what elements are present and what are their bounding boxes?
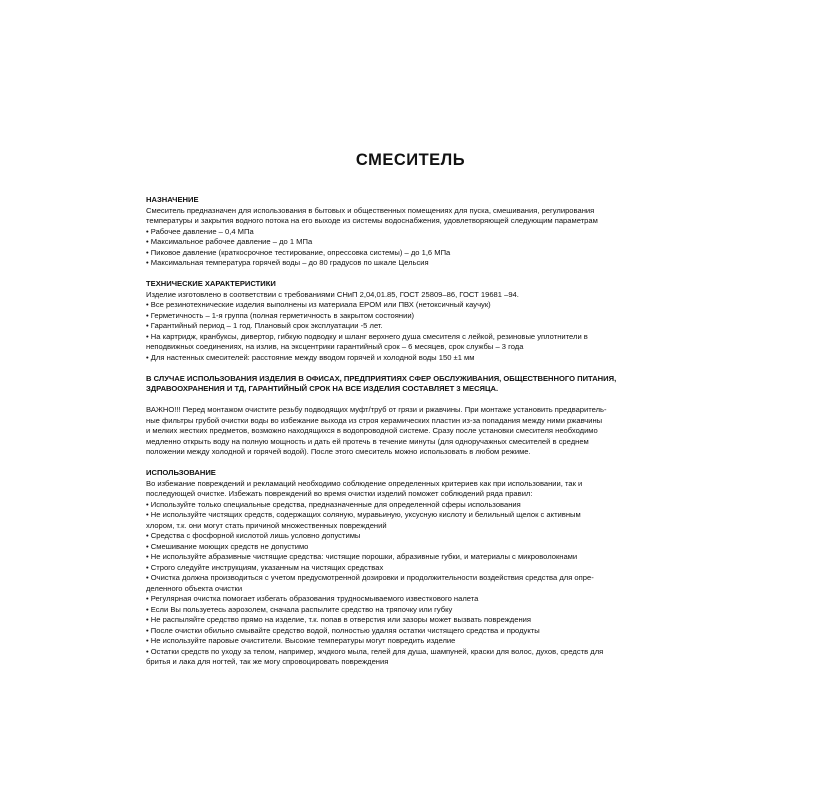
text-line: хлором, т.к. они могут стать причиной множественных повреждений xyxy=(146,520,387,530)
bullet-item: • Строго следуйте инструкциям, указанным на чистящих средствах xyxy=(146,562,384,572)
text-line: неподвижных соединениях, на излив, на эксцентрики гарантийный срок – 6 месяцев, срок службы – 3 года xyxy=(146,342,524,351)
text-line: температуры и закрытия водного потока на его выходе из системы водоснабжения, удовлетворяющей следующим параметрам xyxy=(146,216,598,225)
notice-line: В СЛУЧАЕ ИСПОЛЬЗОВАНИЯ ИЗДЕЛИЯ В ОФИСАХ, ПРЕДПРИЯТИЯХ СФЕР ОБСЛУЖИВАНИЯ, ОБЩЕСТВЕННОГО ПИТАНИЯ, xyxy=(146,373,617,383)
bullet-item: • На картридж, кранбуксы, дивертор, гибкую подводку и шланг верхнего душа смесителя с лейкой, резиновые уплотнители в xyxy=(146,331,588,341)
bullet-item: • Не используйте чистящих средств, содержащих соляную, муравьиную, уксусную кислоту и белильный щелок с активным xyxy=(146,510,581,519)
usage-section xyxy=(146,468,691,668)
document-body xyxy=(146,195,691,678)
bullet-item: • Рабочее давление – 0,4 МПа xyxy=(146,226,254,236)
bullet-item: • Для настенных смесителей: расстояние между вводом горячей и холодной воды 150 ±1 мм xyxy=(146,352,475,362)
text-line: Во избежание повреждений и рекламаций необходимо соблюдение определенных критериев как при использовании, так и xyxy=(146,478,583,488)
bullet-item: • После очистки обильно смывайте средство водой, полностью удаляя остатки чистящего средства и продукты xyxy=(146,625,540,635)
purpose-section xyxy=(146,195,691,269)
text-line: медленно открыть воду на полную мощность и дать ей протечь в течение минуты (для одноручажных смесителей в среднем xyxy=(146,436,589,446)
warranty-notice xyxy=(146,374,691,395)
text-line: положении между холодной и горячей водой). После этого смеситель можно использовать в любом режиме. xyxy=(146,447,531,456)
text-line: бритья и лака для ногтей, так же могу спровоцировать повреждения xyxy=(146,657,389,666)
bullet-item: • Средства с фосфорной кислотой лишь условно допустимы xyxy=(146,531,361,540)
bullet-item: • Очистка должна производиться с учетом предусмотренной дозировки и продолжительности воздействия средства для опре- xyxy=(146,573,594,582)
bullet-item: • Не распыляйте средство прямо на изделие, т.к. попав в отверстия или зазоры может вызвать повреждения xyxy=(146,615,531,624)
section-heading: ТЕХНИЧЕСКИЕ ХАРАКТЕРИСТИКИ xyxy=(146,279,276,288)
bullet-item: • Если Вы пользуетесь аэрозолем, сначала распылите средство на тряпочку или губку xyxy=(146,604,453,614)
bullet-item: • Максимальная температура горячей воды – до 80 градусов по шкале Цельсия xyxy=(146,258,429,267)
notice-line: ЗДРАВООХРАНЕНИЯ И ТД, ГАРАНТИЙНЫЙ СРОК НА ВСЕ ИЗДЕЛИЯ СОСТАВЛЯЕТ 3 МЕСЯЦА. xyxy=(146,384,499,393)
bullet-item: • Гарантийный период – 1 год. Плановый срок эксплуатации -5 лет. xyxy=(146,321,383,330)
text-line: деленного объекта очистки xyxy=(146,583,243,593)
bullet-item: • Регулярная очистка помогает избегать образования трудносмываемого известкового налета xyxy=(146,594,479,603)
specs-section xyxy=(146,279,691,363)
bullet-item: • Герметичность – 1-я группа (полная герметичность в закрытом состоянии) xyxy=(146,310,415,320)
text-line: и мелких жестких предметов, возможно находящихся в водопроводной системе. Сразу после установки смесителя необходимо xyxy=(146,426,598,435)
text-line: Смеситель предназначен для использования в бытовых и общественных помещениях для пуска, смешивания, регулирования xyxy=(146,205,595,215)
bullet-item: • Смешивание моющих средств не допустимо xyxy=(146,541,309,551)
bullet-item: • Не используйте паровые очистители. Высокие температуры могут повредить изделие xyxy=(146,636,456,645)
bullet-item: • Не используйте абразивные чистящие средства: чистящие порошки, абразивные губки, и материалы с микроволокнами xyxy=(146,552,578,561)
text-line: Изделие изготовлено в соответствии с требованиями СНиП 2,04,01.85, ГОСТ 25809–86, ГОСТ 19681 –94. xyxy=(146,289,519,299)
bullet-item: • Используйте только специальные средства, предназначенные для определенной сферы использования xyxy=(146,499,521,509)
text-line: ВАЖНО!!! Перед монтажом очистите резьбу подводящих муфт/труб от грязи и ржавчины. При монтаже установить предваритель- xyxy=(146,405,607,414)
section-heading: НАЗНАЧЕНИЕ xyxy=(146,195,199,204)
bullet-item: • Пиковое давление (краткосрочное тестирование, опрессовка системы) – до 1,6 МПа xyxy=(146,247,451,257)
document-title: СМЕСИТЕЛЬ xyxy=(355,151,466,169)
important-section xyxy=(146,405,691,458)
text-line: ные фильтры грубой очистки воды во избежание выхода из строя керамических пластин из-за попадания между ними ржавчины xyxy=(146,415,603,425)
text-line: последующей очистке. Избежать повреждений во время очистки изделий поможет соблюдений ряда правил: xyxy=(146,489,533,498)
bullet-item: • Остатки средств по уходу за телом, например, жчдкого мыла, гелей для душа, шампуней, краски для волос, духов, средств для xyxy=(146,646,604,656)
bullet-item: • Все резинотехнические изделия выполнены из материала EPOM или ПВХ (нетоксичный каучук) xyxy=(146,300,491,309)
section-heading: ИСПОЛЬЗОВАНИЕ xyxy=(146,468,216,477)
bullet-item: • Максимальное рабочее давление – до 1 МПа xyxy=(146,237,313,246)
